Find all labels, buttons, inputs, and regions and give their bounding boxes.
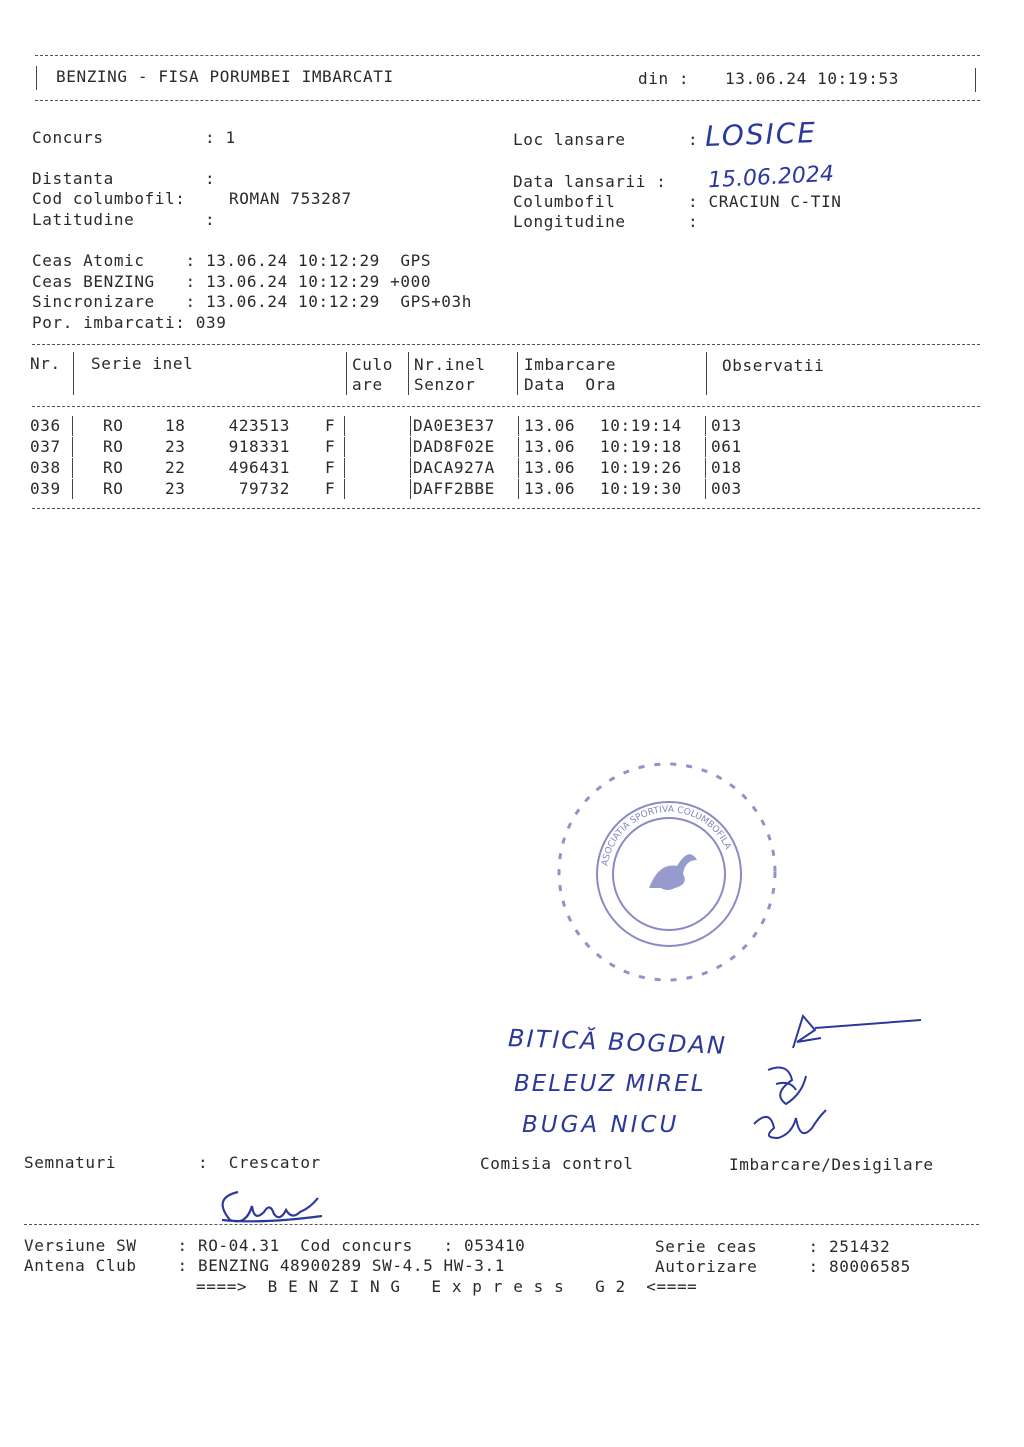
top-dashed-rule	[35, 55, 980, 56]
header-senzor: Senzor	[414, 375, 476, 394]
data-lansarii-label: Data lansarii :	[513, 172, 667, 191]
header-data-ora: Data Ora	[524, 375, 617, 394]
header-right-bar	[975, 68, 976, 92]
header-serie-inel: Serie inel	[91, 354, 194, 373]
cell-sensor: DA0E3E37	[413, 416, 495, 435]
header-observatii: Observatii	[722, 356, 825, 375]
row-col-divider	[344, 437, 345, 457]
cell-year: 23	[165, 437, 186, 456]
distanta-value: :	[205, 169, 216, 188]
header-nr-inel: Nr.inel	[414, 355, 486, 374]
loc-lansare-colon: :	[688, 130, 699, 149]
porumbei-imbarcati-line: Por. imbarcati: 039	[32, 313, 227, 332]
header-nr: Nr.	[30, 354, 61, 373]
row-col-divider	[518, 458, 519, 478]
imbarcare-desigilare-label: Imbarcare/Desigilare	[729, 1155, 934, 1174]
ceas-benzing-line: Ceas BENZING : 13.06.24 10:12:29 +000	[32, 272, 432, 291]
cell-country: RO	[103, 437, 124, 456]
commission-name-3: BUGA NICU	[522, 1112, 680, 1138]
cell-time: 10:19:30	[600, 479, 682, 498]
autorizare-line: Autorizare : 80006585	[655, 1257, 911, 1276]
cell-ring-number: 496431	[228, 458, 290, 477]
row-col-divider	[410, 416, 411, 436]
cell-nr: 038	[30, 458, 61, 477]
cell-sex: F	[325, 479, 336, 498]
longitudine-label: Longitudine	[513, 212, 626, 231]
cell-time: 10:19:26	[600, 458, 682, 477]
col-divider-5	[706, 352, 707, 395]
crescator-signature	[208, 1178, 328, 1228]
distanta-label: Distanta	[32, 169, 114, 188]
header-imbarcare: Imbarcare	[524, 355, 617, 374]
table-bottom-rule	[32, 508, 980, 509]
club-stamp	[545, 762, 785, 1002]
row-col-divider	[72, 479, 73, 499]
row-col-divider	[72, 437, 73, 457]
cell-country: RO	[103, 479, 124, 498]
cell-ring-number: 423513	[228, 416, 290, 435]
header-culoare-1: Culo	[352, 355, 393, 374]
cell-date: 13.06	[524, 479, 576, 498]
row-col-divider	[705, 437, 706, 457]
cell-year: 22	[165, 458, 186, 477]
latitudine-value: :	[205, 210, 216, 229]
concurs-value: : 1	[205, 128, 236, 147]
commission-name-2: BELEUZ MIREL	[514, 1071, 706, 1097]
cell-observation: 013	[711, 416, 742, 435]
header-din-label: din :	[638, 69, 690, 88]
signature-2	[758, 1060, 818, 1110]
semnaturi-label: Semnaturi	[24, 1153, 117, 1172]
cell-date: 13.06	[524, 458, 576, 477]
cell-time: 10:19:14	[600, 416, 682, 435]
col-divider-1	[73, 352, 74, 395]
row-col-divider	[518, 479, 519, 499]
row-col-divider	[344, 479, 345, 499]
cell-observation: 018	[711, 458, 742, 477]
crescator-label: : Crescator	[198, 1153, 321, 1172]
cell-ring-number: 79732	[238, 479, 290, 498]
signature-1	[785, 1008, 925, 1058]
cell-year: 23	[165, 479, 186, 498]
header-culoare-2: are	[352, 375, 383, 394]
header-left-bar	[36, 66, 37, 90]
row-col-divider	[410, 479, 411, 499]
header-bottom-rule	[35, 100, 980, 101]
cell-observation: 061	[711, 437, 742, 456]
table-top-rule	[32, 344, 980, 345]
cell-sensor: DACA927A	[413, 458, 495, 477]
row-col-divider	[705, 416, 706, 436]
latitudine-label: Latitudine	[32, 210, 135, 229]
row-col-divider	[518, 416, 519, 436]
data-lansarii-handwritten: 15.06.2024	[707, 161, 835, 194]
document-title: BENZING - FISA PORUMBEI IMBARCATI	[56, 67, 394, 86]
columbofil-value: : CRACIUN C-TIN	[688, 192, 842, 211]
cell-date: 13.06	[524, 416, 576, 435]
cod-columbofil-value: ROMAN 753287	[229, 189, 352, 208]
serie-ceas-line: Serie ceas : 251432	[655, 1237, 891, 1256]
row-col-divider	[518, 437, 519, 457]
row-col-divider	[705, 458, 706, 478]
cell-sex: F	[325, 458, 336, 477]
cell-nr: 037	[30, 437, 61, 456]
cell-ring-number: 918331	[228, 437, 290, 456]
cell-nr: 039	[30, 479, 61, 498]
cell-sensor: DAFF2BBE	[413, 479, 495, 498]
row-col-divider	[72, 416, 73, 436]
cell-year: 18	[165, 416, 186, 435]
cell-time: 10:19:18	[600, 437, 682, 456]
col-divider-4	[517, 352, 518, 395]
cell-sex: F	[325, 437, 336, 456]
cell-sensor: DAD8F02E	[413, 437, 495, 456]
col-divider-3	[408, 352, 409, 395]
col-divider-2	[346, 352, 347, 395]
columbofil-label: Columbofil	[513, 192, 616, 211]
cod-columbofil-label: Cod columbofil:	[32, 189, 186, 208]
commission-name-1: BITICĂ BOGDAN	[507, 1024, 728, 1060]
svg-text:ASOCIATIA SPORTIVA COLUMBOFILA: ASOCIATIA SPORTIVA COLUMBOFILA	[600, 804, 733, 867]
concurs-label: Concurs	[32, 128, 104, 147]
sincronizare-line: Sincronizare : 13.06.24 10:12:29 GPS+03h	[32, 292, 473, 311]
cell-country: RO	[103, 416, 124, 435]
signature-3	[750, 1104, 830, 1154]
cell-nr: 036	[30, 416, 61, 435]
row-col-divider	[410, 458, 411, 478]
cell-country: RO	[103, 458, 124, 477]
row-col-divider	[344, 458, 345, 478]
row-col-divider	[344, 416, 345, 436]
benzing-express-banner: ====> B E N Z I N G E x p r e s s G 2 <====	[196, 1277, 698, 1296]
footer-top-rule	[24, 1224, 979, 1225]
cell-sex: F	[325, 416, 336, 435]
row-col-divider	[410, 437, 411, 457]
header-timestamp: 13.06.24 10:19:53	[725, 69, 899, 88]
ceas-atomic-line: Ceas Atomic : 13.06.24 10:12:29 GPS	[32, 251, 432, 270]
loc-lansare-label: Loc lansare	[513, 130, 626, 149]
longitudine-value: :	[688, 212, 699, 231]
loc-lansare-handwritten: LOSICE	[704, 116, 818, 153]
row-col-divider	[72, 458, 73, 478]
versiune-sw-line: Versiune SW : RO-04.31 Cod concurs : 053410	[24, 1236, 526, 1255]
antena-club-line: Antena Club : BENZING 48900289 SW-4.5 HW-3.1	[24, 1256, 505, 1275]
comisia-control-label: Comisia control	[480, 1154, 634, 1173]
table-header-rule	[32, 406, 980, 407]
cell-observation: 003	[711, 479, 742, 498]
row-col-divider	[705, 479, 706, 499]
cell-date: 13.06	[524, 437, 576, 456]
